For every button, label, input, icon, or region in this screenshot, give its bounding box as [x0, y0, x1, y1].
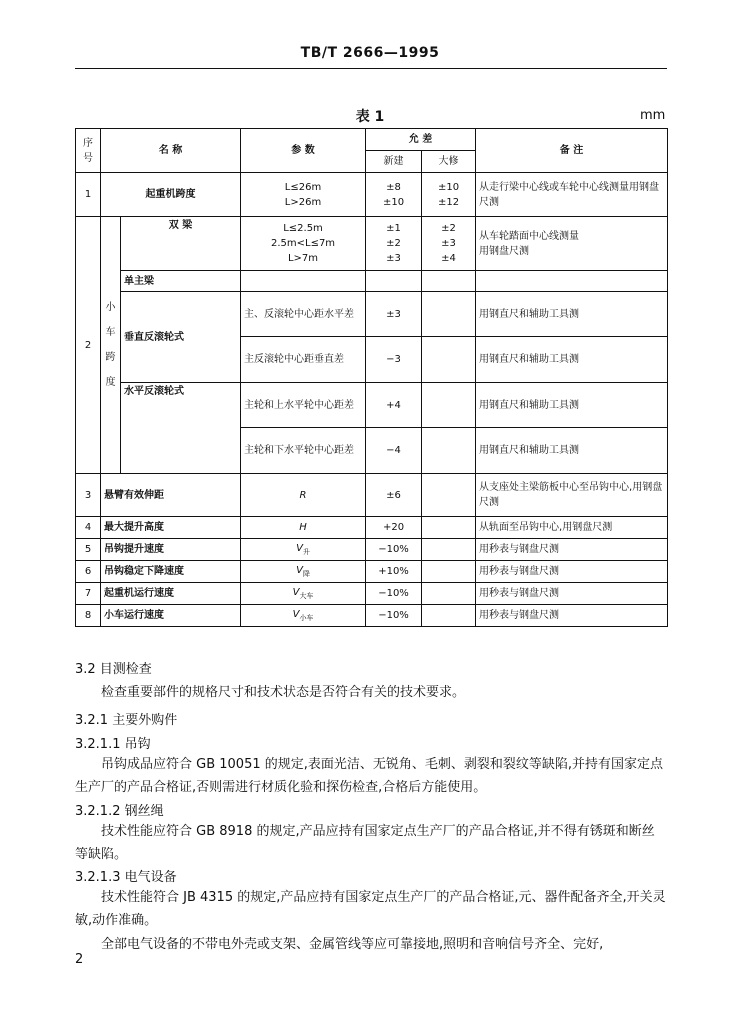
table-row: 垂直反滚轮式 主、反滚轮中心距水平差 ±3 用钢直尺和辅助工具测 — [76, 292, 668, 337]
section-3-2-1-heading: 3.2.1 主要外购件 — [75, 713, 178, 728]
table-unit: mm — [640, 108, 666, 123]
table-row: 5 吊钩提升速度 $V_升$ −10% 用秒表与钢盘尺测 — [76, 539, 668, 561]
section-3-2-1-3-text: 技术性能符合 JB 4315 的规定,产品应持有国家定点生产厂的产品合格证,元、器件配备齐全,开关灵敏,动作准确。 — [75, 890, 666, 928]
section-3-2-1-1-heading: 3.2.1.1 吊钩 — [75, 737, 151, 752]
table-row — [76, 271, 668, 292]
table-row: 7 起重机运行速度 $V_{大车}$ −10% 用秒表与钢盘尺测 — [76, 583, 668, 605]
section-3-2-1-2-text: 技术性能应符合 GB 8918 的规定,产品应持有国家定点生产厂的产品合格证,并不得有锈斑和断丝等缺陷。 — [75, 824, 655, 862]
section-3-2-1-2-heading: 3.2.1.2 钢丝绳 — [75, 804, 164, 819]
table-row: 4 最大提升高度 H +20 从轨面至吊钩中心,用钢盘尺测 — [76, 517, 668, 539]
table-row: 1 起重机跨度 L≤26m L>26m ±8 ±10 ±10 ±12 从走行梁中心线或车轮中心线测量用钢盘尺测 — [76, 173, 668, 217]
table-caption: 表 1 — [355, 109, 385, 125]
section-3-2-heading: 3.2 目测检查 — [75, 662, 152, 677]
row1-params: L≤26m L>26m — [241, 173, 366, 217]
header-params: 参 数 — [241, 129, 366, 173]
row2-horizontal-name: 水平反滚轮式 — [121, 383, 241, 474]
table-row: 3 悬臂有效伸距 R ±6 从支座处主梁筋板中心至吊钩中心,用钢盘尺测 — [76, 474, 668, 517]
row2-double-name: 双 梁 — [121, 217, 241, 271]
header-remark: 备 注 — [476, 129, 668, 173]
row1-remark: 从走行梁中心线或车轮中心线测量用钢盘尺测 — [476, 173, 668, 217]
section-3-2-1-1-text: 吊钩成品应符合 GB 10051 的规定,表面光洁、无锐角、毛刺、剥裂和裂纹等缺陷,并持有国家定点生产厂的产品合格证,否则需进行材质化验和探伤检查,合格后方能使用。 — [75, 757, 664, 795]
section-3-2-text: 检查重要部件的规格尺寸和技术状态是否符合有关的技术要求。 — [101, 685, 466, 700]
table-row: 水平反滚轮式 主轮和上水平轮中心距差 +4 用钢直尺和辅助工具测 — [76, 383, 668, 428]
table-row: 2 小 车 跨 度 双 梁 L≤2.5m 2.5m<L≤7m L>7m ±1 ±2 ±3 ±2 ±3 ±4 从车轮踏面中心线测量 用钢盘尺测 — [76, 217, 668, 271]
document-code: TB/T 2666—1995 — [300, 45, 440, 61]
section-3-2-1-3-heading: 3.2.1.3 电气设备 — [75, 870, 177, 885]
electrical-grounding-text: 全部电气设备的不带电外壳或支架、金属管线等应可靠接地,照明和音响信号齐全、完好, — [101, 937, 604, 952]
header-overhaul: 大修 — [422, 151, 476, 173]
header-name: 名 称 — [101, 129, 241, 173]
table-row: 主轮和下水平轮中心距差 −4 用钢直尺和辅助工具测 — [76, 428, 668, 474]
page-number: 2 — [75, 952, 84, 967]
row2-group-label: 小 车 跨 度 — [101, 217, 121, 474]
table-header-row — [76, 129, 668, 151]
row1-name: 起重机跨度 — [101, 173, 241, 217]
header-allowance: 允 差 — [366, 129, 476, 151]
table-row: 主反滚轮中心距垂直差 −3 用钢直尺和辅助工具测 — [76, 337, 668, 383]
row2-vertical-name: 垂直反滚轮式 — [121, 292, 241, 383]
table-row: 8 小车运行速度 $V_{小车}$ −10% 用秒表与钢盘尺测 — [76, 605, 668, 627]
spec-table — [75, 128, 668, 627]
header-new-build: 新建 — [366, 151, 422, 173]
table-row: 6 吊钩稳定下降速度 $V_降$ +10% 用秒表与钢盘尺测 — [76, 561, 668, 583]
row2-single-name: 单主梁 — [121, 271, 241, 292]
header-rule — [75, 68, 667, 69]
header-seq: 序 号 — [76, 129, 101, 173]
